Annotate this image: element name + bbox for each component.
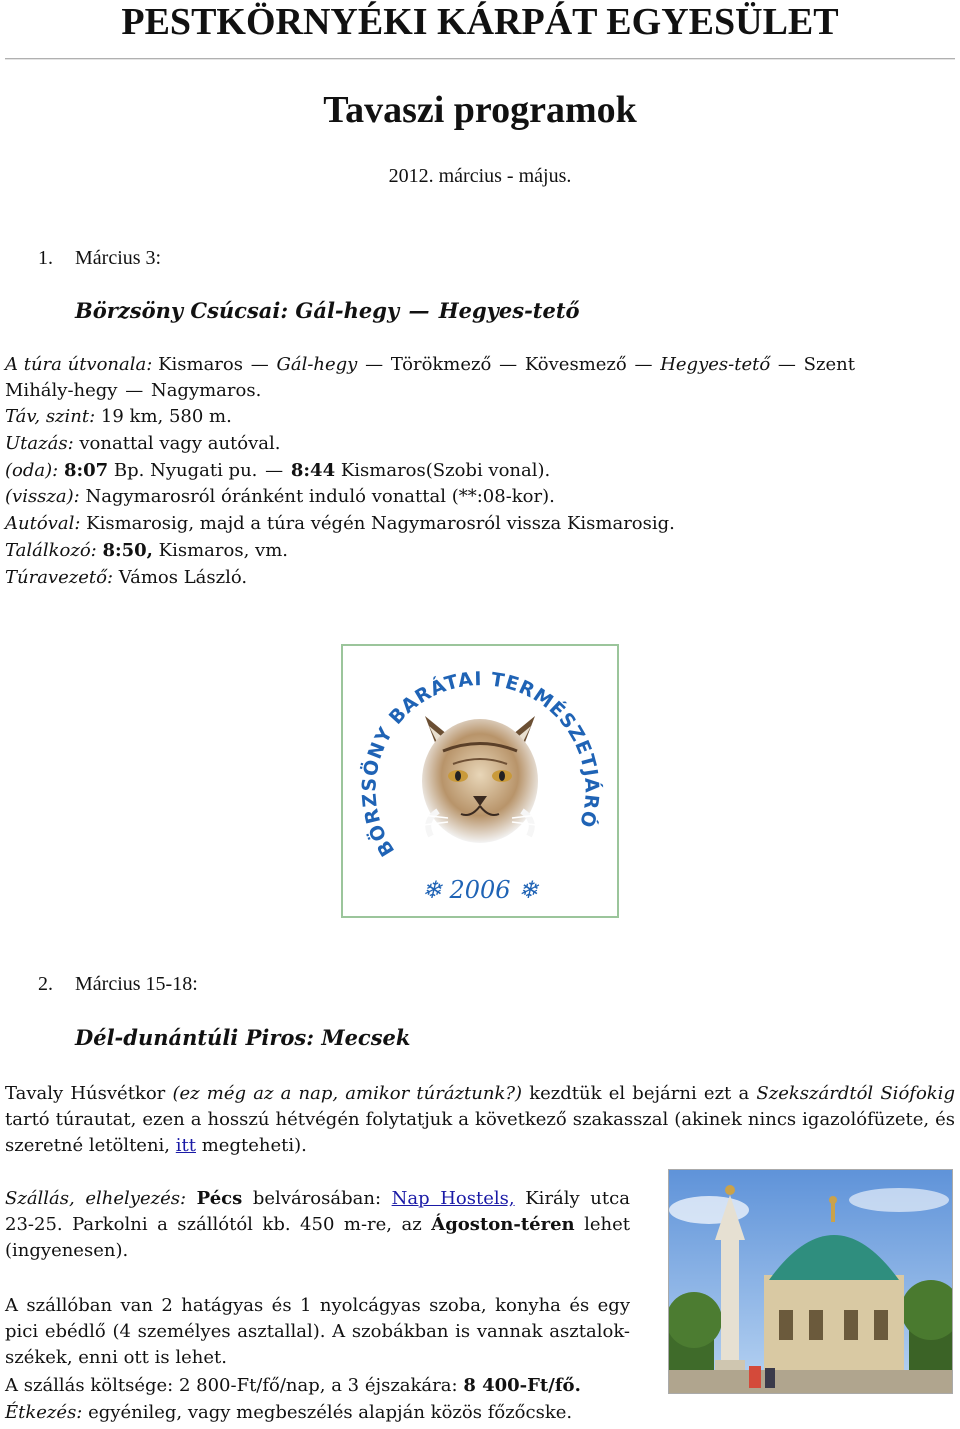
route-dash: — <box>408 298 430 323</box>
route-stop: Nagymaros. <box>150 380 262 401</box>
item-2-heading <box>38 971 198 997</box>
pecs-mosque-photo <box>668 1169 953 1394</box>
accommodation-paragraph <box>5 1186 630 1264</box>
intro-text: kezdtük el bejárni ezt a <box>529 1083 750 1104</box>
car-value: Kismarosig, majd a túra végén Nagymarosról vissza Kismarosig. <box>86 513 675 534</box>
food-value: egyénileg, vagy megbeszélés alapján közös főzőcske. <box>88 1402 573 1423</box>
parking-square: Ágoston-téren <box>431 1214 575 1235</box>
route-dash: — <box>125 380 144 401</box>
header-divider <box>5 58 955 60</box>
title-part: Hegyes-tető <box>438 298 580 323</box>
arrival-station: Kismaros(Szobi vonal). <box>340 460 551 481</box>
route-dash: — <box>777 354 796 375</box>
distance-line <box>5 404 232 430</box>
meeting-label: Találkozó: <box>5 540 97 561</box>
leader-line <box>5 565 247 591</box>
page-subtitle: 2012. március - május. <box>388 165 572 187</box>
route-stop: Hegyes-tető <box>660 354 771 375</box>
return-value: Nagymarosról óránként induló vonattal (**:08-kor). <box>85 486 555 507</box>
intro-text: tartó túrautat, ezen a hosszú hétvégén folytatjuk a következő szakasszal (akinek nincs igazolófüzete, és szeretné letölteni, <box>5 1109 955 1156</box>
distance-value: 19 km, 580 m. <box>100 406 232 427</box>
item-1-title <box>75 297 580 325</box>
departure-station: Bp. Nyugati pu. <box>113 460 258 481</box>
route-label: A túra útvonala: <box>5 354 153 375</box>
accommodation-text: Király utca 23-25. Parkolni a szállótól kb. 450 m-re, az <box>5 1188 630 1235</box>
food-label: Étkezés: <box>5 1402 83 1423</box>
departure-line <box>5 458 550 484</box>
item-date: Március 3: <box>75 247 162 269</box>
leader-label: Túravezető: <box>5 567 114 588</box>
rooms-paragraph: A szállóban van 2 hatágyas és 1 nyolcágyas szoba, konyha és egy pici ebédlő (4 személyes asztallal). A szobákban is vannak asztalok-székek, enni ott is lehet. <box>5 1295 630 1368</box>
travel-value: vonattal vagy autóval. <box>79 433 281 454</box>
trail-section: Szekszárdtól Siófokig <box>756 1083 955 1104</box>
route-dash: — <box>365 354 384 375</box>
cost-line <box>5 1373 581 1399</box>
title-part: Börzsöny Csúcsai: Gál-hegy <box>75 298 400 323</box>
cost-text: A szállás költsége: 2 800-Ft/fő/nap, a 3 éjszakára: <box>5 1375 458 1396</box>
intro-text: megteheti). <box>201 1135 307 1156</box>
return-label: (vissza): <box>5 486 80 507</box>
accommodation-text: lehet (ingyenesen). <box>5 1214 630 1261</box>
car-label: Autóval: <box>5 513 81 534</box>
item-date: Március 15-18: <box>75 973 198 995</box>
meeting-line <box>5 538 288 564</box>
organization-title: PESTKÖRNYÉKI KÁRPÁT EGYESÜLET <box>121 1 839 43</box>
meeting-time: 8:50, <box>102 540 153 561</box>
lynx-logo-icon <box>343 646 617 916</box>
accommodation-city: Pécs <box>196 1188 243 1209</box>
leader-name: Vámos László. <box>118 567 248 588</box>
route-stop: Mihály-hegy <box>5 380 118 401</box>
travel-line <box>5 431 280 457</box>
route-dash: — <box>499 354 518 375</box>
mosque-photo-icon <box>669 1170 953 1394</box>
route-dash: — <box>250 354 269 375</box>
accommodation-label: Szállás, elhelyezés: <box>5 1188 187 1209</box>
route-line-cont <box>5 378 261 404</box>
route-stop: Kövesmező <box>524 354 627 375</box>
item-number: 1. <box>38 247 53 269</box>
distance-label: Táv, szint: <box>5 406 96 427</box>
item-1-heading <box>38 245 161 271</box>
car-line <box>5 511 675 537</box>
departure-label: (oda): <box>5 460 59 481</box>
hostel-link[interactable]: Nap Hostels, <box>391 1188 515 1209</box>
cost-total: 8 400-Ft/fő. <box>463 1375 581 1396</box>
intro-aside: (ez még az a nap, amikor túráztunk?) <box>172 1083 523 1104</box>
club-logo <box>341 644 619 918</box>
route-line <box>5 352 955 378</box>
meeting-place: Kismaros, vm. <box>158 540 288 561</box>
item-number: 2. <box>38 973 53 995</box>
departure-time: 8:07 <box>63 460 109 481</box>
route-stop: Törökmező <box>390 354 492 375</box>
intro-paragraph <box>5 1081 955 1159</box>
return-line <box>5 484 555 510</box>
accommodation-text: belvárosában: <box>252 1188 382 1209</box>
arrival-time: 8:44 <box>290 460 336 481</box>
item-2-title: Dél-dunántúli Piros: Mecsek <box>75 1025 411 1050</box>
intro-text: Tavaly Húsvétkor <box>5 1083 166 1104</box>
logo-arc-text: BÖRZSÖNY BARÁTAI TERMÉSZETJÁRÓ <box>358 668 603 861</box>
travel-label: Utazás: <box>5 433 74 454</box>
route-stop: Szent <box>803 354 855 375</box>
route-dash: — <box>265 460 284 481</box>
page-title: Tavaszi programok <box>323 89 637 131</box>
route-stop: Gál-hegy <box>276 354 358 375</box>
route-stop: Kismaros <box>158 354 243 375</box>
food-line <box>5 1400 572 1426</box>
lynx-face-icon <box>413 716 547 843</box>
download-link[interactable]: itt <box>175 1135 196 1156</box>
route-dash: — <box>634 354 653 375</box>
logo-year: ❄ 2006 ❄ <box>421 876 539 904</box>
